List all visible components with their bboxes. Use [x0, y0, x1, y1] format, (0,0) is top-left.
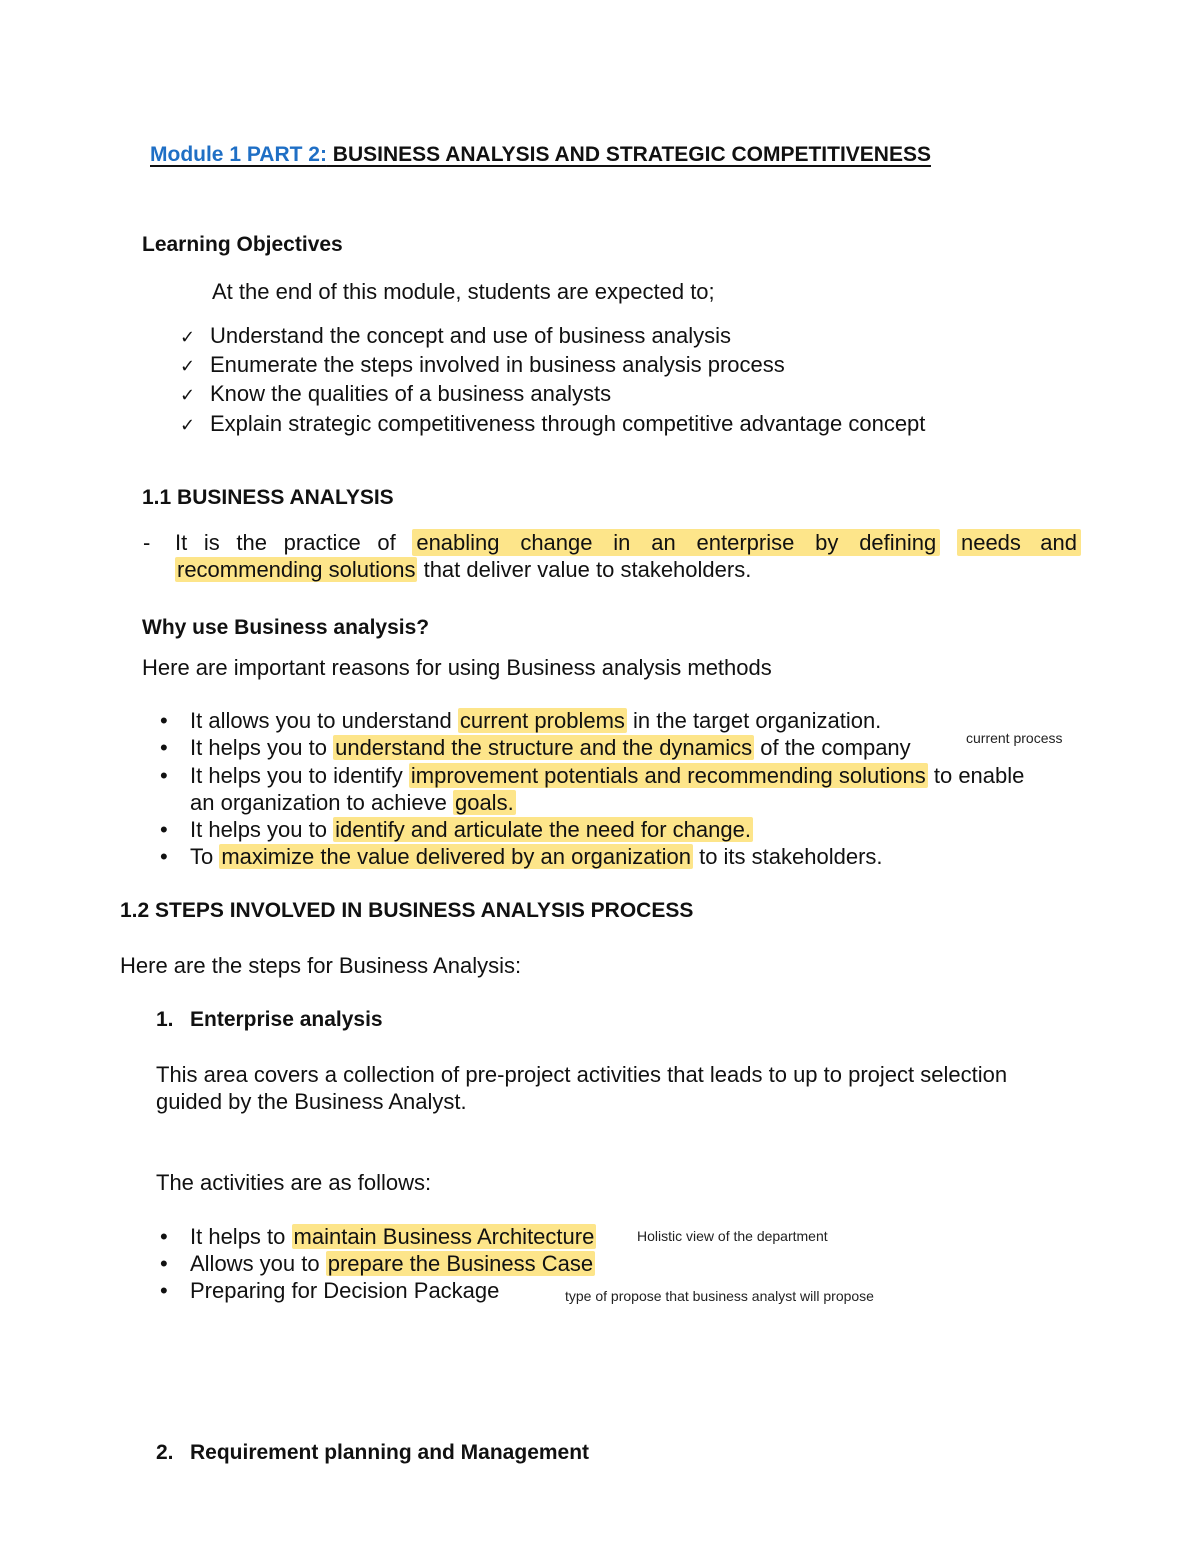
- word: and: [1040, 530, 1077, 555]
- objective-text: Enumerate the steps involved in business analysis process: [210, 352, 785, 377]
- margin-note: current process: [966, 730, 1063, 746]
- learning-objectives-heading: Learning Objectives: [142, 233, 343, 256]
- page-title: [150, 143, 931, 167]
- check-icon: ✓: [180, 415, 196, 436]
- word: an: [651, 530, 676, 555]
- objective-item: [180, 380, 611, 409]
- bullet-icon: •: [160, 817, 168, 842]
- reason-text: It helps you to: [190, 735, 334, 760]
- word: enterprise: [696, 530, 795, 555]
- reason-text: of the company: [754, 735, 911, 760]
- reason-item-continued: [190, 789, 516, 816]
- activity-text: Preparing for Decision Package: [190, 1278, 500, 1303]
- activity-text: Allows you to: [190, 1251, 326, 1276]
- reason-highlight: goals.: [454, 790, 514, 815]
- why-heading: Why use Business analysis?: [142, 616, 430, 639]
- bullet-icon: •: [160, 1224, 168, 1249]
- objectives-intro: At the end of this module, students are expected to;: [212, 279, 715, 304]
- activity-text: It helps to: [190, 1224, 292, 1249]
- word: practice: [283, 530, 361, 555]
- word: by: [815, 530, 839, 555]
- activity-item: [160, 1277, 499, 1304]
- objective-text: Know the qualities of a business analysts: [210, 381, 612, 406]
- section-heading-1-2: 1.2 STEPS INVOLVED IN BUSINESS ANALYSIS PROCESS: [120, 899, 694, 922]
- margin-note: Holistic view of the department: [637, 1228, 828, 1244]
- definition-highlight-3: recommending solutions: [177, 557, 416, 582]
- step-1-heading: [156, 1007, 383, 1033]
- why-intro: Here are important reasons for using Business analysis methods: [142, 655, 772, 680]
- word: change: [520, 530, 593, 555]
- reason-text: It allows you to understand: [190, 708, 458, 733]
- reason-highlight: improvement potentials and recommending solutions: [410, 763, 926, 788]
- steps-intro: Here are the steps for Business Analysis:: [120, 953, 522, 978]
- definition-line-1: [175, 529, 1081, 556]
- activity-item: [160, 1250, 595, 1277]
- bullet-icon: •: [160, 844, 168, 869]
- check-icon: ✓: [180, 327, 196, 348]
- activity-highlight: maintain Business Architecture: [293, 1224, 595, 1249]
- word: defining: [859, 530, 937, 555]
- objective-item: [180, 410, 925, 439]
- step-title: Requirement planning and Management: [190, 1441, 590, 1464]
- reason-highlight: understand the structure and the dynamics: [335, 735, 753, 760]
- word: of: [377, 530, 396, 555]
- definition-highlight-1: [412, 529, 940, 556]
- reason-highlight: maximize the value delivered by an organization: [221, 844, 691, 869]
- objective-item: [180, 322, 731, 351]
- word: in: [613, 530, 631, 555]
- activities-intro: The activities are as follows:: [156, 1170, 432, 1195]
- word: the: [236, 530, 267, 555]
- check-icon: ✓: [180, 356, 196, 377]
- reason-text: To: [190, 844, 220, 869]
- step-1-paragraph-line-1: This area covers a collection of pre-project activities that leads to up to project selection: [156, 1062, 1008, 1087]
- word: It: [175, 530, 188, 555]
- bullet-icon: •: [160, 763, 168, 788]
- word: needs: [960, 530, 1021, 555]
- step-title: Enterprise analysis: [190, 1008, 383, 1031]
- reason-item: [160, 843, 883, 870]
- reason-item: [160, 762, 1024, 789]
- bullet-icon: •: [160, 1278, 168, 1303]
- bullet-icon: •: [160, 735, 168, 760]
- word: is: [203, 530, 220, 555]
- step-number: 2.: [156, 1441, 174, 1464]
- bullet-icon: •: [160, 1251, 168, 1276]
- objective-item: [180, 351, 785, 380]
- margin-note: type of propose that business analyst will propose: [565, 1288, 874, 1304]
- reason-highlight: current problems: [459, 708, 625, 733]
- activity-item: [160, 1223, 596, 1250]
- reason-highlight: identify and articulate the need for change.: [335, 817, 751, 842]
- objective-text: Explain strategic competitiveness through competitive advantage concept: [210, 411, 926, 436]
- word: enabling: [416, 530, 500, 555]
- definition-rest: that deliver value to stakeholders.: [417, 557, 752, 582]
- step-2-heading: [156, 1440, 589, 1466]
- step-1-paragraph-line-2: guided by the Business Analyst.: [156, 1089, 467, 1114]
- title-text: BUSINESS ANALYSIS AND STRATEGIC COMPETITIVENESS: [326, 143, 931, 166]
- objective-text: Understand the concept and use of business analysis: [210, 323, 731, 348]
- reason-text: It helps you to: [190, 817, 334, 842]
- bullet-icon: •: [160, 708, 168, 733]
- definition-highlight-2: [957, 529, 1081, 556]
- section-heading-1-1: 1.1 BUSINESS ANALYSIS: [142, 486, 394, 509]
- module-label: Module 1 PART 2:: [150, 143, 327, 166]
- step-number: 1.: [156, 1008, 174, 1031]
- reason-item: [160, 707, 881, 734]
- reason-item: [160, 816, 753, 843]
- reason-text: It helps you to identify: [190, 763, 409, 788]
- reason-text: in the target organization.: [626, 708, 882, 733]
- reason-item: [160, 734, 911, 761]
- reason-text: to enable: [927, 763, 1025, 788]
- check-icon: ✓: [180, 385, 196, 406]
- reason-text: to its stakeholders.: [692, 844, 883, 869]
- reason-text: an organization to achieve: [190, 790, 453, 815]
- activity-highlight: prepare the Business Case: [327, 1251, 594, 1276]
- definition-line-2: [175, 556, 751, 583]
- dash-marker: -: [143, 530, 151, 555]
